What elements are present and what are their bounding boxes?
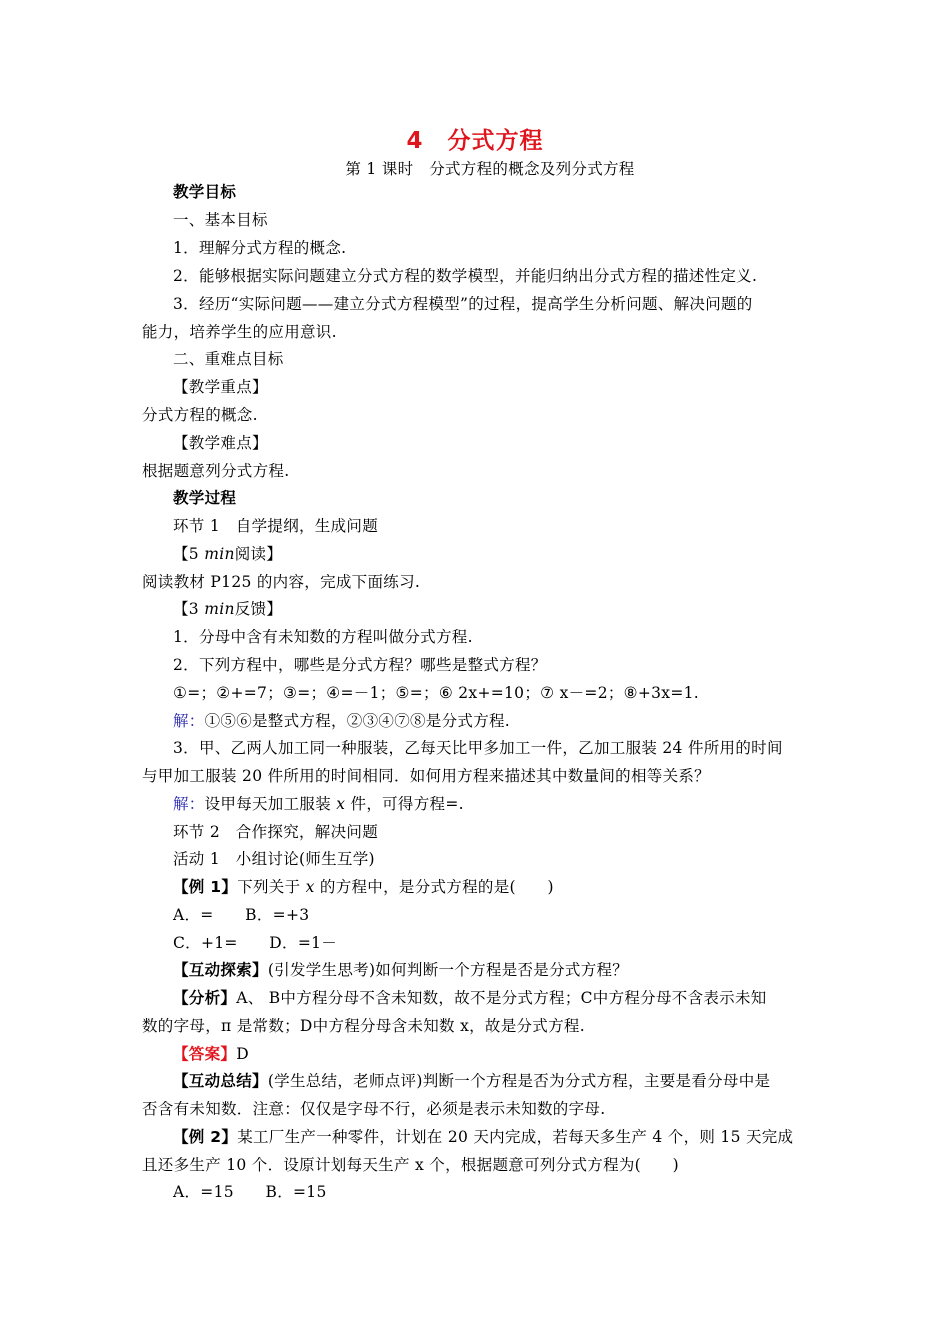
example-1-label: 【例 1】	[173, 878, 238, 896]
reading-label	[173, 544, 843, 564]
interactive-explore	[173, 960, 843, 980]
reading-label-min: min	[204, 545, 235, 563]
difficulty-text: 根据题意列分式方程.	[142, 462, 290, 480]
question-3-line-2: 与甲加工服装 20 件所用的时间相同．如何用方程来描述其中数量间的相等关系？	[142, 767, 710, 785]
answer-value: D	[236, 1045, 249, 1063]
basic-goals-heading: 一、基本目标	[173, 211, 268, 229]
answer-label: 【答案】	[173, 1045, 237, 1063]
example-2-options-ab: A．=15 B．=15	[173, 1183, 327, 1201]
reading-label-pre: 【5	[173, 545, 205, 563]
summary-text-1: (学生总结，老师点评)判断一个方程是否为分式方程，主要是看分母中是	[267, 1072, 771, 1090]
example-2-line-2: 且还多生产 10 个．设原计划每天生产 x 个，根据题意可列分式方程为( )	[142, 1156, 679, 1174]
example-1-var-x: x	[305, 878, 315, 896]
key-point-label: 【教学重点】	[173, 378, 268, 396]
example-2-text-1: 某工厂生产一种零件，计划在 20 天内完成，若每天多生产 4 个，则 15 天完成	[237, 1128, 794, 1146]
step-2-heading: 环节 2 合作探究，解决问题	[173, 823, 378, 841]
summary-line-1	[173, 1071, 843, 1091]
question-2: 2．下列方程中，哪些是分式方程？哪些是整式方程？	[173, 656, 547, 674]
example-2-line-1	[173, 1127, 843, 1147]
feedback-label	[173, 599, 843, 619]
analysis-line-1	[173, 988, 843, 1008]
analysis-label: 【分析】	[173, 989, 237, 1007]
question-3-solution	[173, 794, 843, 814]
reading-label-post: 阅读】	[234, 545, 283, 563]
lesson-subtitle: 第 1 课时 分式方程的概念及列分式方程	[345, 160, 635, 178]
solution-text-post: 件，可得方程=.	[345, 795, 464, 813]
key-goals-heading: 二、重难点目标	[173, 350, 284, 368]
goal-1: 1．理解分式方程的概念.	[173, 239, 347, 257]
goal-3-line-2: 能力，培养学生的应用意识.	[142, 323, 337, 341]
analysis-text-1: A、 B中方程分母不含未知数，故不是分式方程；C中方程分母不含表示未知	[236, 989, 767, 1007]
example-1-pre: 下列关于	[237, 878, 306, 896]
explore-label: 【互动探索】	[173, 961, 268, 979]
key-point-text: 分式方程的概念.	[142, 406, 258, 424]
objectives-heading: 教学目标	[173, 183, 237, 201]
question-2-solution	[173, 711, 843, 731]
solution-text-pre: 设甲每天加工服装	[204, 795, 337, 813]
example-1-post: 的方程中，是分式方程的是( )	[314, 878, 554, 896]
solution-var-x: x	[336, 795, 346, 813]
question-2-options: ①=；②+=7；③=；④=－1；⑤=；⑥ 2x+=10；⑦ x－=2；⑧+3x=1.	[173, 684, 700, 702]
analysis-line-2: 数的字母，π 是常数；D中方程分母含未知数 x，故是分式方程.	[142, 1017, 585, 1035]
feedback-label-min: min	[204, 600, 235, 618]
example-1-options-cd: C．+1= D．=1－	[173, 934, 338, 952]
example-1	[173, 877, 843, 897]
goal-3-line-1: 3．经历“实际问题——建立分式方程模型”的过程，提高学生分析问题、解决问题的	[173, 295, 753, 313]
difficulty-label: 【教学难点】	[173, 434, 268, 452]
page-title: 4 分式方程	[406, 128, 544, 154]
feedback-label-pre: 【3	[173, 600, 205, 618]
example-1-options-ab: A．= B．=+3	[173, 906, 310, 924]
reading-text: 阅读教材 P125 的内容，完成下面练习.	[142, 573, 421, 591]
answer-line	[173, 1044, 843, 1064]
solution-label: 解：	[173, 712, 205, 730]
solution-text: ①⑤⑥是整式方程，②③④⑦⑧是分式方程.	[204, 712, 511, 730]
feedback-label-post: 反馈】	[234, 600, 283, 618]
summary-label: 【互动总结】	[173, 1072, 268, 1090]
question-3-line-1: 3．甲、乙两人加工同一种服装，乙每天比甲多加工一件，乙加工服装 24 件所用的时间	[173, 739, 783, 757]
solution-label: 解：	[173, 795, 205, 813]
explore-text: (引发学生思考)如何判断一个方程是否是分式方程？	[267, 961, 629, 979]
summary-line-2: 否含有未知数．注意：仅仅是字母不行，必须是表示未知数的字母.	[142, 1100, 606, 1118]
activity-1-heading: 活动 1 小组讨论(师生互学)	[173, 850, 375, 868]
example-2-label: 【例 2】	[173, 1128, 238, 1146]
process-heading: 教学过程	[173, 489, 237, 507]
question-1: 1．分母中含有未知数的方程叫做分式方程.	[173, 628, 473, 646]
goal-2: 2．能够根据实际问题建立分式方程的数学模型，并能归纳出分式方程的描述性定义.	[173, 267, 758, 285]
step-1-heading: 环节 1 自学提纲，生成问题	[173, 517, 378, 535]
